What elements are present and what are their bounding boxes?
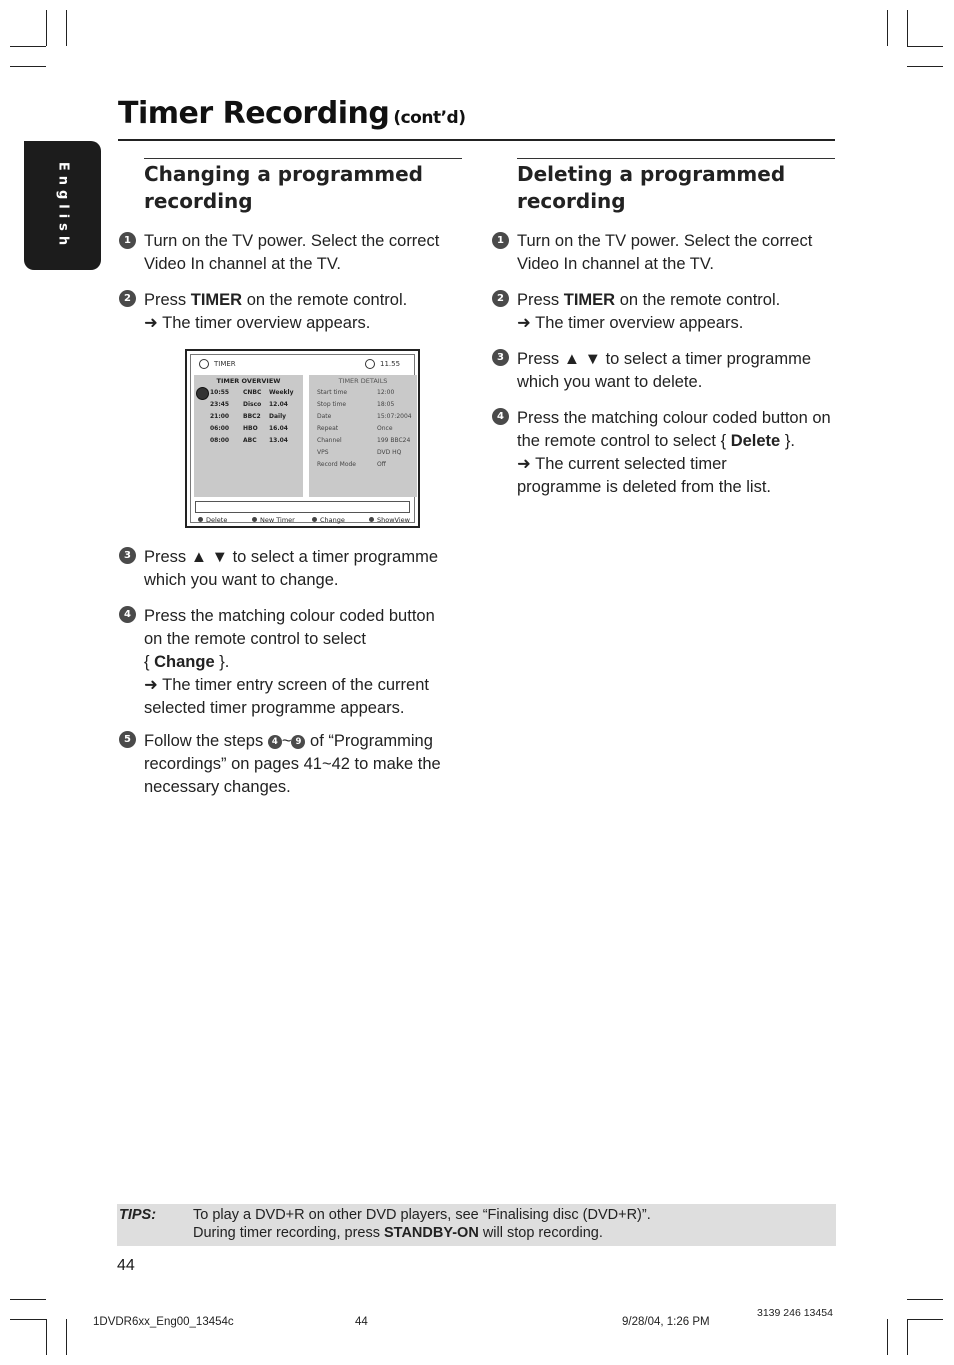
clock-icon [365,359,375,369]
detail-label: Record Mode [317,461,356,468]
crop-mark [907,66,943,67]
footer-filename: 1DVDR6xx_Eng00_13454c [93,1316,234,1328]
change-button[interactable] [312,516,345,524]
section-heading-change [144,161,462,215]
details-header: TIMER DETAILS [338,377,388,385]
title-rule [118,139,835,141]
step-text: which you want to delete. [517,373,703,391]
tips-box [117,1204,836,1246]
overview-row[interactable] [210,389,294,396]
button-label: Change [320,516,345,524]
heading-line: Deleting a programmed [517,162,786,186]
overview-row[interactable] [210,401,288,408]
detail-value: 12:00 [377,389,395,396]
step-number: 1 [119,232,136,249]
color-dot-icon [198,517,203,522]
detail-value: Once [377,425,393,432]
section-heading-delete [517,161,835,215]
step-text-part: }. [214,653,230,671]
step-ref-icon: 9 [291,735,305,749]
standby-key-label: STANDBY-ON [384,1225,479,1241]
page-title-suffix: (cont’d) [393,108,466,128]
crop-mark [907,1319,943,1320]
step-text: necessary changes. [144,778,291,796]
step-text: Press ▲ ▼ to select a timer programme [517,350,811,368]
details-row [317,437,411,444]
detail-label: VPS [317,449,329,456]
step-text: Press the matching colour coded button [144,607,435,625]
step-text [144,289,407,312]
overview-header: TIMER OVERVIEW [216,377,281,385]
step-result: programme is deleted from the list. [517,478,772,496]
step-number: 3 [492,349,509,366]
tips-line: To play a DVD+R on other DVD players, see “Finalising disc (DVD+R)”. [193,1207,651,1223]
crop-mark [46,1319,47,1355]
button-label: New Timer [260,516,295,524]
row-date: Daily [269,413,287,420]
details-row [317,449,402,456]
step-number: 3 [119,547,136,564]
button-label: ShowView [377,516,410,524]
color-dot-icon [312,517,317,522]
crop-mark [10,46,46,47]
step-text-part: ~ [281,732,292,750]
step-result: ➜ The timer overview appears. [517,314,744,332]
color-dot-icon [369,517,374,522]
step-3-change [144,546,438,592]
overview-panel [194,375,303,497]
language-tab [24,141,101,270]
heading-line: Changing a programmed [144,162,423,186]
right-column [517,158,835,215]
row-time: 23:45 [210,401,230,408]
step-text [144,730,441,753]
details-row [317,461,386,468]
step-4-delete [517,407,831,499]
crop-mark [887,1319,888,1355]
clock-icon [199,359,209,369]
step-text-part: { [144,653,155,671]
footer-code: 3139 246 13454 [757,1307,833,1319]
step-ref-icon: 4 [268,735,282,749]
timer-key-label: TIMER [563,291,616,309]
crop-mark [907,46,943,47]
detail-label: Stop time [317,401,347,408]
step-text [144,651,435,674]
step-number: 2 [119,290,136,307]
selection-cursor-icon [196,387,209,400]
detail-label: Channel [317,437,342,444]
detail-value: 15:07:2004 [377,413,412,420]
step-result: ➜ The timer overview appears. [144,314,371,332]
showview-button[interactable] [369,516,410,524]
page-title [118,96,465,131]
step-2-delete [517,289,780,335]
detail-label: Repeat [317,425,339,432]
tips-text-part: During timer recording, press [193,1225,384,1241]
row-channel: CNBC [243,389,262,396]
step-text: Press ▲ ▼ to select a timer programme [144,548,438,566]
row-date: 16.04 [269,425,288,432]
row-time: 08:00 [210,437,230,444]
detail-value: 18:05 [377,401,395,408]
delete-button[interactable] [198,516,227,524]
screen-title: TIMER [214,360,236,368]
overview-row[interactable] [210,425,288,432]
detail-value: 199 BBC24 [377,437,411,444]
crop-mark [46,10,47,46]
change-option-label: Change [154,653,215,671]
step-result: ➜ The current selected timer [517,455,727,473]
heading-line: recording [144,189,253,213]
details-row [317,401,395,408]
screen-frame [190,354,415,523]
page-number: 44 [117,1257,135,1274]
step-result: selected timer programme appears. [144,699,405,717]
crop-mark [10,66,46,67]
step-1-change [144,230,439,276]
step-number: 4 [119,606,136,623]
step-5-change [144,730,441,799]
step-text-part: }. [780,432,795,450]
crop-mark [10,1319,46,1320]
step-text: on the remote control to select [144,630,366,648]
detail-label: Date [317,413,332,420]
step-text-part: on the remote control. [615,291,781,309]
detail-value: DVD HQ [377,449,402,456]
row-channel: ABC [243,437,257,444]
details-panel [309,375,417,497]
step-number: 1 [492,232,509,249]
color-dot-icon [252,517,257,522]
row-channel: HBO [243,425,258,432]
row-channel: Disco [243,401,262,408]
row-date: 12.04 [269,401,288,408]
page-title-text: Timer Recording [118,96,390,131]
tips-label: TIPS: [119,1207,157,1223]
step-text: Press the matching colour coded button on [517,409,831,427]
step-4-change [144,605,435,720]
crop-mark [907,1319,908,1355]
detail-label: Start time [317,389,348,396]
heading-line: recording [517,189,626,213]
button-label: Delete [206,516,228,524]
row-time: 06:00 [210,425,230,432]
step-3-delete [517,348,811,394]
crop-mark [10,1299,46,1300]
row-date: 13.04 [269,437,288,444]
step-text: which you want to change. [144,571,339,589]
crop-mark [887,10,888,46]
new-timer-button[interactable] [252,516,295,524]
step-text-part: Press [144,291,191,309]
section-rule [517,158,835,159]
row-time: 10:55 [210,389,230,396]
step-1-delete [517,230,812,276]
crop-mark [66,1319,67,1355]
step-number: 5 [119,731,136,748]
screen-status-bar [195,501,410,513]
step-text: Video In channel at the TV. [144,255,341,273]
tips-line [193,1225,603,1241]
language-tab-label: English [55,161,70,250]
details-row [317,425,393,432]
row-date: Weekly [269,389,294,396]
step-text-part: Press [517,291,564,309]
step-text-part: of “Programming [305,732,433,750]
detail-value: Off [377,461,386,468]
step-text: Video In channel at the TV. [517,255,714,273]
step-text-part: Follow the steps [144,732,268,750]
details-row [317,389,395,396]
details-row [317,413,412,420]
crop-mark [66,10,67,46]
section-rule [144,158,462,159]
step-number: 4 [492,408,509,425]
step-text-part: the remote control to select { [517,432,731,450]
tips-text-part: will stop recording. [478,1225,603,1241]
screen-header [197,358,408,370]
step-text: Turn on the TV power. Select the correct [144,232,440,250]
overview-row[interactable] [210,437,288,444]
footer-page: 44 [355,1316,368,1328]
step-number: 2 [492,290,509,307]
crop-mark [907,1299,943,1300]
step-text-part: on the remote control. [242,291,408,309]
timer-key-label: TIMER [190,291,243,309]
step-text [517,289,780,312]
footer-date: 9/28/04, 1:26 PM [622,1316,710,1328]
step-text: Turn on the TV power. Select the correct [517,232,813,250]
overview-row[interactable] [210,413,287,420]
screen-clock: 11.55 [380,360,401,368]
step-text: recordings” on pages 41~42 to make the [144,755,441,773]
timer-overview-screen [185,349,420,528]
left-column [144,158,462,215]
step-text [517,430,831,453]
delete-option-label: Delete [730,432,781,450]
step-2-change [144,289,407,335]
row-time: 21:00 [210,413,230,420]
row-channel: BBC2 [243,413,261,420]
crop-mark [907,10,908,46]
step-result: ➜ The timer entry screen of the current [144,676,429,694]
